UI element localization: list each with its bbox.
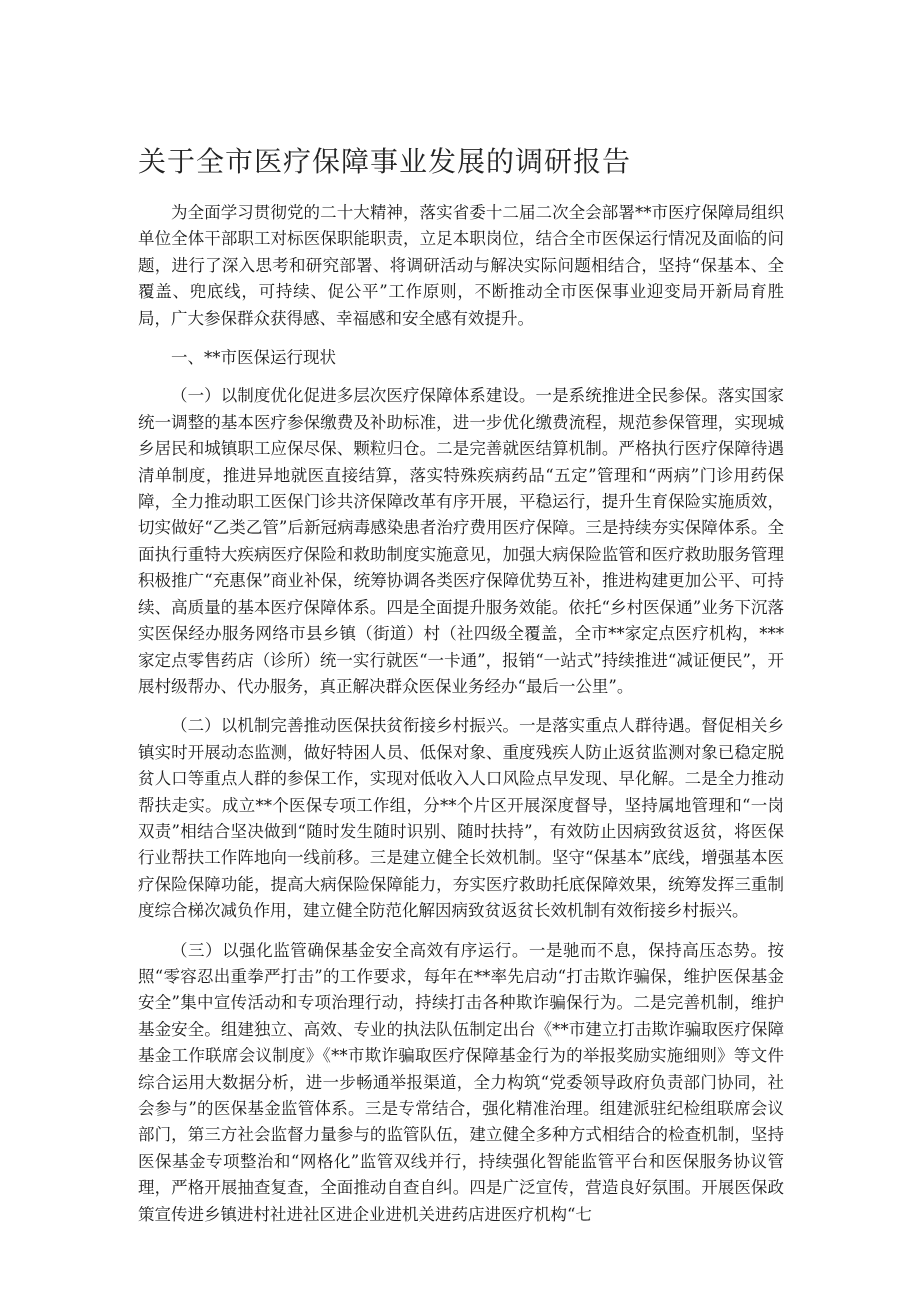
section-heading: 一、**市医保运行现状 [171,348,336,368]
document-title: 关于全市医疗保障事业发展的调研报告 [138,145,632,178]
paragraph-3: （三）以强化监管确保基金安全高效有序运行。一是驰而不息，保持高压态势。按照“零容忍出重拳严打击”的工作要求，每年在**率先启动“打击欺诈骗保，维护医保基金安全”集中宣传活动和专项治理行动，持续打击各种欺诈骗保行为。二是完善机制，维护基金安全。组建独立、高效、专业的执法队伍制定出台《**市建立打击欺诈骗取医疗保障基金工作联席会议制度》《**市欺诈骗取医疗保障基金行为的举报奖励实施细则》等文件综合运用大数据分析，进一步畅通举报渠道，全力构筑“党委领导政府负责部门协同，社会参与”的医保基金监管体系。三是专常结合，强化精准治理。组建派驻纪检组联席会议部门，第三方社会监督力量参与的监管队伍，建立健全多种方式相结合的检查机制，坚持医保基金专项整治和“网格化”监管双线并行，持续强化智能监管平台和医保服务协议管理，严格开展抽查复查，全面推动自查自纠。四是广泛宣传，营造良好氛围。开展医保政策宣传进乡镇进村社进社区进企业进机关进药店进医疗机构“七 [138,940,784,1224]
document-page [138,142,784,1241]
paragraph-2: （二）以机制完善推动医保扶贫衔接乡村振兴。一是落实重点人群待遇。督促相关乡镇实时开展动态监测，做好特困人员、低保对象、重度残疾人防止返贫监测对象已稳定脱贫人口等重点人群的参保工作，实现对低收入人口风险点早发现、早化解。二是全力推动帮扶走实。成立**个医保专项工作组，分**个片区开展深度督导，坚持属地管理和“一岗双责”相结合坚决做到“随时发生随时识别、随时扶持”，有效防止因病致贫返贫，将医保行业帮扶工作阵地向一线前移。三是建立健全长效机制。坚守“保基本”底线，增强基本医疗保险保障功能，提高大病保险保障能力，夯实医疗救助托底保障效果，统筹发挥三重制度综合梯次减负作用，建立健全防范化解因病致贫返贫长效机制有效衔接乡村振兴。 [138,716,784,921]
paragraph-1: （一）以制度优化促进多层次医疗保障体系建设。一是系统推进全民参保。落实国家统一调整的基本医疗参保缴费及补助标准，进一步优化缴费流程，规范参保管理，实现城乡居民和城镇职工应保尽保、颗粒归仓。二是完善就医结算机制。严格执行医疗保障待遇清单制度，推进异地就医直接结算，落实特殊疾病药品“五定”管理和“两病”门诊用药保障，全力推动职工医保门诊共济保障改革有序开展，平稳运行，提升生育保险实施质效，切实做好“乙类乙管”后新冠病毒感染患者治疗费用医疗保障。三是持续夯实保障体系。全面执行重特大疾病医疗保险和救助制度实施意见，加强大病保险监管和医疗救助服务管理积极推广“充惠保”商业补保，统筹协调各类医疗保障优势互补，推进构建更加公平、可持续、高质量的基本医疗保障体系。四是全面提升服务效能。依托“乡村医保通”业务下沉落实医保经办服务网络市县乡镇（街道）村（社四级全覆盖，全市**家定点医疗机构，***家定点零售药店（诊所）统一实行就医“一卡通”，报销“一站式”持续推进“减证便民”，开展村级帮办、代办服务，真正解决群众医保业务经办“最后一公里”。 [138,386,784,696]
intro-paragraph: 为全面学习贯彻党的二十大精神，落实省委十二届二次全会部署**市医疗保障局组织单位全体干部职工对标医保职能职责，立足本职岗位，结合全市医保运行情况及面临的问题，进行了深入思考和研究部署、将调研活动与解决实际问题相结合，坚持“保基本、全覆盖、兜底线，可持续、促公平”工作原则，不断推动全市医保事业迎变局开新局育胜局，广大参保群众获得感、幸福感和安全感有效提升。 [138,203,784,328]
